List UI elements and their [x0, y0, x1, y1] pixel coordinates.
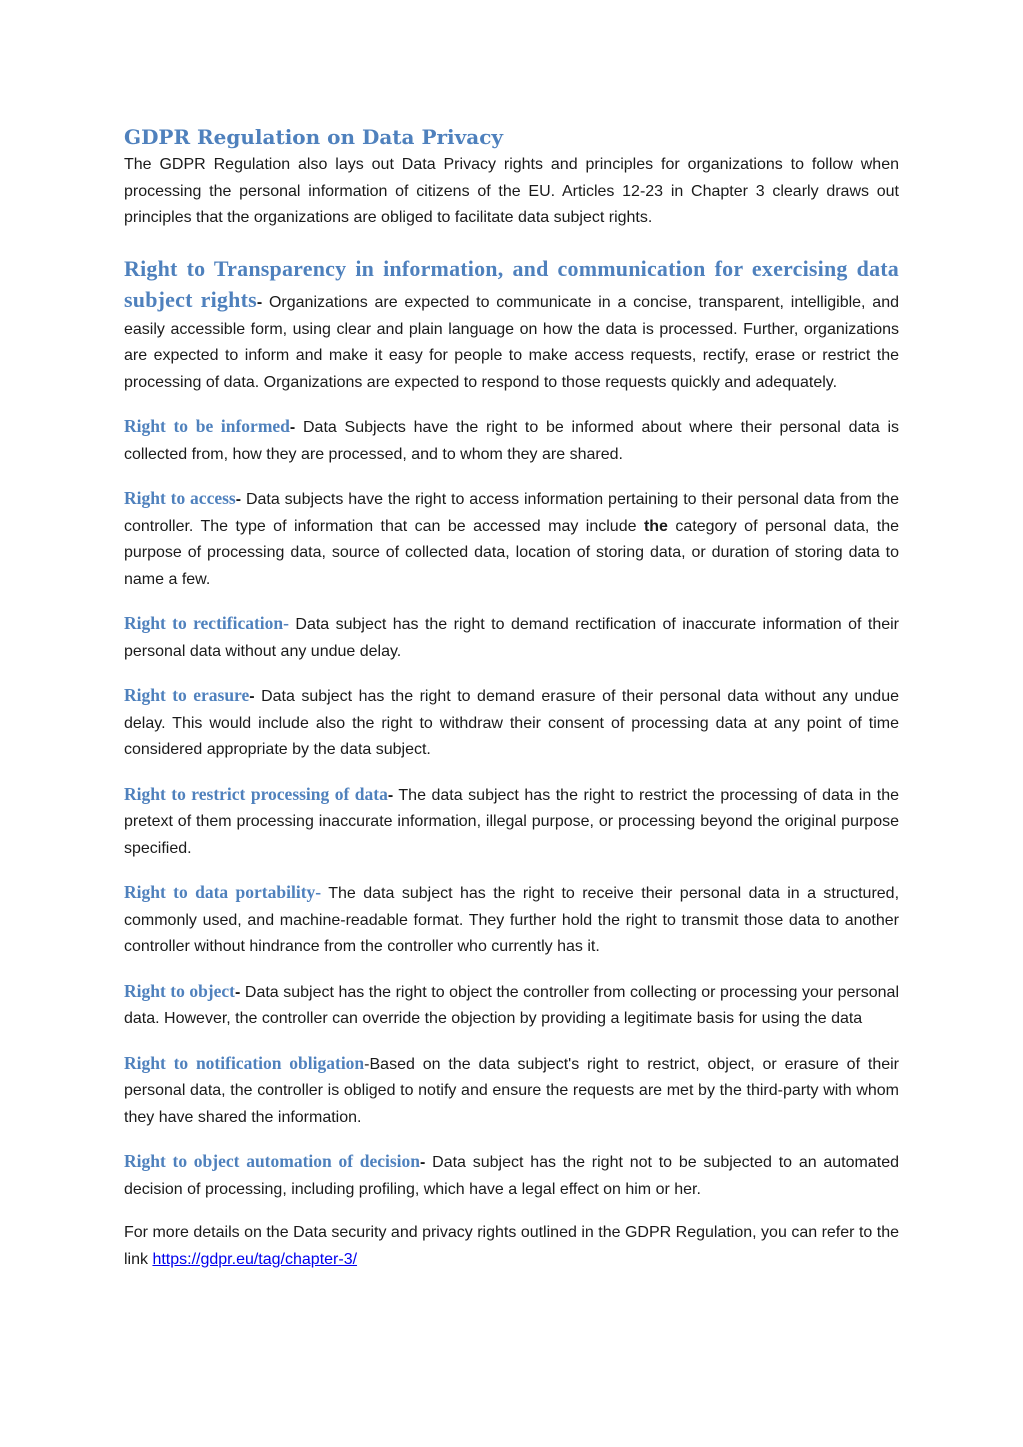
- section-body: Data subject has the right to demand rectification of inaccurate information of their personal data without any undue delay.: [124, 616, 899, 660]
- section-heading: Right to data portability-: [124, 882, 322, 902]
- section-heading: Right to notification obligation: [124, 1052, 365, 1073]
- section-heading: Right to erasure: [124, 685, 250, 705]
- section-separator: -: [249, 688, 255, 705]
- section-body: The data subject has the right to restrict the processing of data in the pretext of them processing inaccurate information, illegal purpose, or processing beyond the original purpose specified.: [124, 786, 900, 857]
- section-body: The data subject has the right to receive their personal data in a structured, commonly used, and machine-readable format. They further hold the right to transmit those data to another controller without hindrance from the controller who currently has it.: [124, 885, 900, 955]
- section-body: -Based on the data subject's right to restrict, object, or erasure of their personal data, the controller is obliged to notify and ensure the requests are met by the third-party with whom they have shared the information.: [124, 1055, 900, 1126]
- section-body-after: category of personal data, the purpose of processing data, source of collected data, location of storing data, or duration of storing data to name a few.: [124, 517, 900, 588]
- section-notification: [124, 1050, 899, 1132]
- section-body: Organizations are expected to communicate in a concise, transparent, intelligible, and easily accessible form, using clear and plain language on how the data is processed. Further, organizations are expected to inform and make it easy for people to make access requests, rectify, erase or restrict the processing of data. Organizations are expected to respond to those requests quickly and adequately.: [124, 294, 899, 391]
- section-separator: -: [235, 983, 241, 1001]
- section-restrict: [124, 781, 899, 863]
- document-page: [124, 122, 899, 1290]
- section-erasure: [124, 682, 899, 764]
- intro-paragraph: The GDPR Regulation also lays out Data Privacy rights and principles for organizations to follow when processing the personal information of citizens of the EU. Articles 12-23 in Chapter 3 clearly draws out principles that the organizations are obliged to facilitate data subject rights.: [124, 156, 899, 226]
- section-body: Data Subjects have the right to be informed about where their personal data is collected from, how they are processed, and to whom they are shared.: [124, 419, 900, 463]
- chapter-3-link[interactable]: https://gdpr.eu/tag/chapter-3/: [152, 1250, 358, 1268]
- section-separator: -: [387, 786, 394, 804]
- section-portability: [124, 879, 899, 961]
- section-separator: -: [289, 419, 296, 436]
- section-heading: Right to Transparency in information, and communication for exercising data subject rights: [124, 255, 899, 312]
- closing-paragraph: [124, 1220, 899, 1273]
- section-separator: -: [235, 491, 242, 508]
- section-object: [124, 978, 899, 1033]
- section-separator: -: [256, 294, 263, 311]
- section-heading: Right to be informed: [124, 416, 290, 436]
- section-heading: Right to restrict processing of data: [124, 783, 388, 804]
- section-body: Data subject has the right to demand erasure of their personal data without any undue delay. This would include also the right to withdraw their consent of processing data at any point of time considered appropriate by the data subject.: [124, 688, 900, 758]
- section-access: [124, 485, 899, 593]
- section-heading: Right to object: [124, 980, 236, 1001]
- section-body: Data subject has the right to object the controller from collecting or processing your personal data. However, the controller can override the objection by providing a legitimate basis for using the data: [124, 983, 900, 1027]
- section-rectification: [124, 610, 899, 665]
- section-body-bold: the: [643, 517, 668, 535]
- document-title: GDPR Regulation on Data Privacy: [124, 125, 504, 149]
- section-informed: [124, 413, 899, 468]
- section-heading: Right to object automation of decision: [124, 1151, 421, 1171]
- section-automation: [124, 1148, 899, 1203]
- section-heading: Right to access: [124, 488, 236, 508]
- section-body: Data subject has the right not to be subjected to an automated decision of processing, including profiling, which have a legal effect on him or her.: [124, 1154, 899, 1198]
- section-heading: Right to rectification-: [124, 613, 289, 633]
- closing-text: For more details on the Data security and privacy rights outlined in the GDPR Regulation, you can refer to the link: [124, 1224, 899, 1268]
- section-separator: -: [420, 1154, 426, 1171]
- section-transparency: [124, 254, 899, 397]
- section-body: Data subjects have the right to access information pertaining to their personal data from the controller. The type of information that can be accessed may include: [124, 491, 899, 535]
